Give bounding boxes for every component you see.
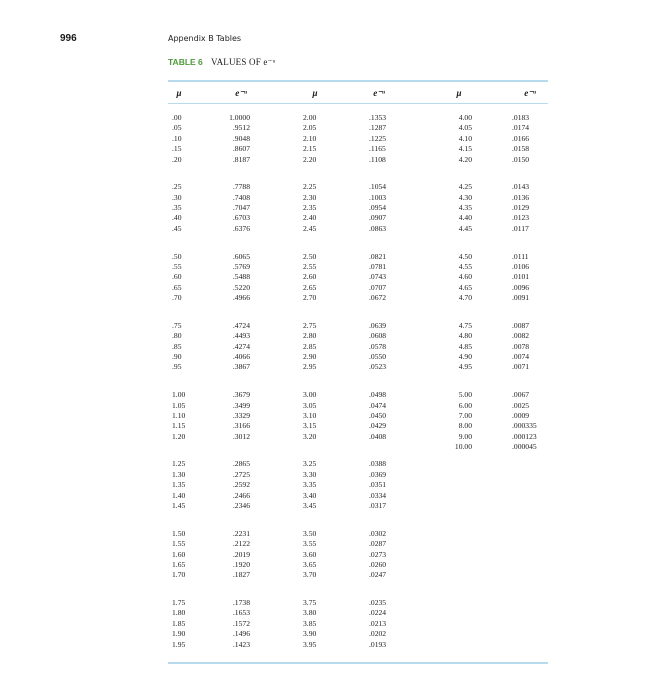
table-top-rule bbox=[168, 80, 548, 82]
col-header-mu-1: μ bbox=[176, 88, 182, 98]
table-cell: 4.35 bbox=[458, 203, 472, 213]
row-group bbox=[172, 390, 185, 442]
table-cell: 4.55 bbox=[458, 261, 472, 271]
running-head: Appendix B Tables bbox=[168, 34, 242, 43]
table-cell: .0743 bbox=[369, 272, 387, 282]
table-cell: 4.00 bbox=[458, 113, 472, 122]
table-cell: 4.50 bbox=[458, 251, 472, 261]
table-cell: .0082 bbox=[512, 331, 530, 341]
table-cell: .0129 bbox=[512, 203, 530, 213]
row-group bbox=[172, 598, 185, 650]
column-emu-2 bbox=[369, 113, 386, 667]
row-group bbox=[369, 182, 386, 234]
table-cell: 3.00 bbox=[303, 390, 317, 400]
table-cell: .4724 bbox=[232, 320, 250, 330]
table-cell: .0067 bbox=[512, 390, 530, 400]
table-cell: .9512 bbox=[232, 123, 250, 133]
table-cell: 2.20 bbox=[303, 154, 317, 164]
table-cell: 2.95 bbox=[303, 362, 317, 372]
table-cell: .0111 bbox=[512, 251, 529, 261]
col-header-mu-2: μ bbox=[312, 88, 318, 98]
row-group bbox=[512, 321, 537, 373]
table-cell: .0025 bbox=[512, 400, 530, 410]
table-cell: 3.80 bbox=[303, 608, 317, 618]
table-cell: 3.45 bbox=[303, 501, 317, 511]
row-group bbox=[512, 182, 537, 234]
col-header-emu-3: e⁻ᵘ bbox=[524, 88, 536, 98]
table-cell: .00 bbox=[172, 113, 182, 122]
table-cell: 3.15 bbox=[303, 421, 317, 431]
table-cell: 4.85 bbox=[458, 341, 472, 351]
table-cell: .2122 bbox=[232, 539, 250, 549]
table-cell: .0247 bbox=[369, 570, 387, 580]
table-cell: .0074 bbox=[512, 352, 530, 362]
table-cell: 4.15 bbox=[458, 144, 472, 154]
table-cell: .0096 bbox=[512, 282, 530, 292]
page-number: 996 bbox=[60, 33, 77, 44]
table-cell: .0158 bbox=[512, 144, 530, 154]
table-cell: 4.80 bbox=[458, 331, 472, 341]
table-cell: .35 bbox=[172, 203, 182, 213]
row-group bbox=[214, 459, 250, 511]
table-cell: .4966 bbox=[232, 293, 250, 303]
table-cell: .0174 bbox=[512, 123, 530, 133]
table-cell: .0136 bbox=[512, 192, 530, 202]
row-group bbox=[214, 182, 250, 234]
table-cell: .0523 bbox=[369, 362, 387, 372]
table-caption bbox=[168, 57, 276, 68]
table-cell: 3.70 bbox=[303, 570, 317, 580]
table-cell: .20 bbox=[172, 154, 182, 164]
table-cell: .0287 bbox=[369, 539, 387, 549]
table-cell: .0166 bbox=[512, 133, 530, 143]
table-cell: 2.05 bbox=[303, 123, 317, 133]
table-cell: .0474 bbox=[369, 400, 387, 410]
table-cell: 4.20 bbox=[458, 154, 472, 164]
table-cell: .9048 bbox=[232, 133, 250, 143]
table-cell: .0071 bbox=[512, 362, 530, 372]
table-cell: 6.00 bbox=[458, 400, 472, 410]
row-group bbox=[303, 598, 316, 650]
column-mu-1 bbox=[172, 113, 185, 667]
row-group bbox=[214, 252, 250, 304]
table-cell: 2.75 bbox=[303, 320, 317, 330]
table-cell: 1.75 bbox=[172, 598, 186, 608]
row-group bbox=[512, 113, 537, 165]
table-cell: .15 bbox=[172, 144, 182, 154]
table-cell: 1.15 bbox=[172, 421, 186, 431]
table-cell: 2.10 bbox=[303, 133, 317, 143]
col-header-emu-2: e⁻ᵘ bbox=[373, 88, 385, 98]
table-cell: .2865 bbox=[232, 459, 250, 469]
row-group bbox=[512, 390, 537, 452]
table-cell: 4.25 bbox=[458, 182, 472, 192]
table-cell: .0123 bbox=[512, 213, 530, 223]
table-cell: 2.15 bbox=[303, 144, 317, 154]
table-cell: .0150 bbox=[512, 154, 530, 164]
table-cell: 3.90 bbox=[303, 629, 317, 639]
table-cell: .0009 bbox=[512, 410, 530, 420]
column-emu-1 bbox=[214, 113, 250, 667]
table-cell: 3.75 bbox=[303, 598, 317, 608]
table-cell: .1738 bbox=[232, 598, 250, 608]
table-cell: .6065 bbox=[232, 251, 250, 261]
table-cell: 1.65 bbox=[172, 559, 186, 569]
table-cell: 3.50 bbox=[303, 528, 317, 538]
table-cell: .0498 bbox=[369, 390, 387, 400]
table-cell: .1572 bbox=[232, 618, 250, 628]
table-title: VALUES OF e⁻ᵘ bbox=[211, 57, 276, 67]
row-group bbox=[172, 459, 185, 511]
table-cell: 1.85 bbox=[172, 618, 186, 628]
table-cell: .4493 bbox=[232, 331, 250, 341]
row-group bbox=[303, 321, 316, 373]
table-cell: .1108 bbox=[369, 154, 386, 164]
table-cell: 3.85 bbox=[303, 618, 317, 628]
row-group bbox=[172, 529, 185, 581]
table-cell: .95 bbox=[172, 362, 182, 372]
table-cell: 2.25 bbox=[303, 182, 317, 192]
table-cell: 4.40 bbox=[458, 213, 472, 223]
table-cell: .000045 bbox=[512, 442, 537, 452]
table-cell: 3.35 bbox=[303, 480, 317, 490]
row-group bbox=[172, 252, 185, 304]
table-cell: .1353 bbox=[369, 113, 387, 122]
table-cell: .45 bbox=[172, 223, 182, 233]
table-cell: .5488 bbox=[232, 272, 250, 282]
table-cell: .0450 bbox=[369, 410, 387, 420]
row-group bbox=[369, 529, 386, 581]
table-cell: 4.95 bbox=[458, 362, 472, 372]
table-cell: .10 bbox=[172, 133, 182, 143]
table-cell: .0183 bbox=[512, 113, 530, 122]
table-cell: .75 bbox=[172, 320, 182, 330]
table-cell: 1.80 bbox=[172, 608, 186, 618]
table-cell: .1287 bbox=[369, 123, 387, 133]
table-cell: .50 bbox=[172, 251, 182, 261]
table-cell: .1225 bbox=[369, 133, 387, 143]
table-cell: .8607 bbox=[232, 144, 250, 154]
table-cell: 2.30 bbox=[303, 192, 317, 202]
table-cell: 2.40 bbox=[303, 213, 317, 223]
table-cell: 2.60 bbox=[303, 272, 317, 282]
table-cell: .2346 bbox=[232, 501, 250, 511]
table-cell: .0863 bbox=[369, 223, 387, 233]
table-cell: .1920 bbox=[232, 559, 250, 569]
table-cell: .40 bbox=[172, 213, 182, 223]
table-cell: 2.85 bbox=[303, 341, 317, 351]
table-cell: .60 bbox=[172, 272, 182, 282]
table-cell: 4.45 bbox=[458, 223, 472, 233]
row-group bbox=[444, 182, 472, 234]
column-emu-3 bbox=[512, 113, 537, 459]
table-cell: .000335 bbox=[512, 421, 537, 431]
table-cell: 4.90 bbox=[458, 352, 472, 362]
table-cell: 3.95 bbox=[303, 639, 317, 649]
table-cell: 2.65 bbox=[303, 282, 317, 292]
table-cell: .000123 bbox=[512, 431, 537, 441]
table-cell: .1496 bbox=[232, 629, 250, 639]
row-group bbox=[369, 390, 386, 442]
table-cell: .3679 bbox=[232, 390, 250, 400]
table-cell: 2.70 bbox=[303, 293, 317, 303]
table-cell: .0193 bbox=[369, 639, 387, 649]
row-group bbox=[214, 390, 250, 442]
table-cell: 7.00 bbox=[458, 410, 472, 420]
table-cell: 1.35 bbox=[172, 480, 186, 490]
table-cell: .3166 bbox=[232, 421, 250, 431]
table-cell: 3.30 bbox=[303, 469, 317, 479]
table-cell: .7047 bbox=[232, 203, 250, 213]
table-header-rule bbox=[168, 103, 548, 104]
table-cell: 2.55 bbox=[303, 261, 317, 271]
table-cell: .65 bbox=[172, 282, 182, 292]
table-cell: .0302 bbox=[369, 528, 387, 538]
table-cell: 1.55 bbox=[172, 539, 186, 549]
table-cell: 4.10 bbox=[458, 133, 472, 143]
row-group bbox=[214, 113, 250, 165]
table-cell: 5.00 bbox=[458, 390, 472, 400]
table-cell: .2019 bbox=[232, 549, 250, 559]
table-cell: .7788 bbox=[232, 182, 250, 192]
table-cell: 3.60 bbox=[303, 549, 317, 559]
row-group bbox=[369, 321, 386, 373]
table-cell: 1.70 bbox=[172, 570, 186, 580]
table-cell: 1.0000 bbox=[229, 113, 250, 122]
row-group bbox=[303, 390, 316, 442]
row-group bbox=[214, 598, 250, 650]
row-group bbox=[369, 598, 386, 650]
row-group bbox=[444, 113, 472, 165]
table-cell: 3.55 bbox=[303, 539, 317, 549]
row-group bbox=[303, 529, 316, 581]
table-cell: .0639 bbox=[369, 320, 387, 330]
table-cell: .0369 bbox=[369, 469, 387, 479]
table-cell: .0117 bbox=[512, 223, 529, 233]
table-cell: 1.45 bbox=[172, 501, 186, 511]
table-cell: .85 bbox=[172, 341, 182, 351]
table-cell: .0078 bbox=[512, 341, 530, 351]
table-cell: .0334 bbox=[369, 490, 387, 500]
table-cell: .0235 bbox=[369, 598, 387, 608]
table-cell: .2725 bbox=[232, 469, 250, 479]
table-cell: .0106 bbox=[512, 261, 530, 271]
table-cell: 1.10 bbox=[172, 410, 186, 420]
table-cell: .0707 bbox=[369, 282, 387, 292]
table-cell: .0213 bbox=[369, 618, 387, 628]
table-cell: 1.90 bbox=[172, 629, 186, 639]
table-cell: .0781 bbox=[369, 261, 387, 271]
table-cell: .3867 bbox=[232, 362, 250, 372]
row-group bbox=[214, 321, 250, 373]
table-cell: .0388 bbox=[369, 459, 387, 469]
table-cell: .90 bbox=[172, 352, 182, 362]
table-cell: .0224 bbox=[369, 608, 387, 618]
column-mu-2 bbox=[303, 113, 316, 667]
table-label: TABLE 6 bbox=[168, 57, 203, 67]
table-cell: .2466 bbox=[232, 490, 250, 500]
table-cell: 3.05 bbox=[303, 400, 317, 410]
table-cell: .0317 bbox=[369, 501, 387, 511]
table-cell: 1.60 bbox=[172, 549, 186, 559]
table-cell: 3.10 bbox=[303, 410, 317, 420]
table-cell: 1.50 bbox=[172, 528, 186, 538]
table-cell: .0907 bbox=[369, 213, 387, 223]
table-cell: .6703 bbox=[232, 213, 250, 223]
table-cell: 4.05 bbox=[458, 123, 472, 133]
row-group bbox=[172, 321, 185, 373]
table-cell: 2.00 bbox=[303, 113, 317, 122]
table-cell: .5220 bbox=[232, 282, 250, 292]
row-group bbox=[303, 252, 316, 304]
table-cell: .0821 bbox=[369, 251, 387, 261]
table-cell: 1.25 bbox=[172, 459, 186, 469]
table-cell: 9.00 bbox=[458, 431, 472, 441]
table-cell: .1003 bbox=[369, 192, 387, 202]
table-cell: .6376 bbox=[232, 223, 250, 233]
row-group bbox=[172, 113, 185, 165]
table-cell: 8.00 bbox=[458, 421, 472, 431]
table-cell: .0260 bbox=[369, 559, 387, 569]
table-cell: 10.00 bbox=[454, 442, 472, 452]
table-cell: .5769 bbox=[232, 261, 250, 271]
table-cell: 1.05 bbox=[172, 400, 186, 410]
table-cell: 3.25 bbox=[303, 459, 317, 469]
table-cell: 2.50 bbox=[303, 251, 317, 261]
table-cell: 4.75 bbox=[458, 320, 472, 330]
table-cell: .1054 bbox=[369, 182, 387, 192]
table-cell: .4274 bbox=[232, 341, 250, 351]
table-cell: .1423 bbox=[232, 639, 250, 649]
table-cell: 4.30 bbox=[458, 192, 472, 202]
table-cell: .0091 bbox=[512, 293, 530, 303]
table-cell: 2.80 bbox=[303, 331, 317, 341]
row-group bbox=[369, 252, 386, 304]
table-cell: .2592 bbox=[232, 480, 250, 490]
row-group bbox=[369, 113, 386, 165]
table-cell: 2.45 bbox=[303, 223, 317, 233]
table-cell: .3329 bbox=[232, 410, 250, 420]
table-cell: .0143 bbox=[512, 182, 530, 192]
row-group bbox=[444, 321, 472, 373]
table-cell: .25 bbox=[172, 182, 182, 192]
table-cell: .3012 bbox=[232, 431, 250, 441]
table-cell: 2.35 bbox=[303, 203, 317, 213]
table-cell: 1.20 bbox=[172, 431, 186, 441]
table-cell: 3.40 bbox=[303, 490, 317, 500]
table-cell: .1653 bbox=[232, 608, 250, 618]
table-cell: .0202 bbox=[369, 629, 387, 639]
row-group bbox=[303, 182, 316, 234]
table-cell: 1.40 bbox=[172, 490, 186, 500]
table-cell: .0351 bbox=[369, 480, 387, 490]
table-cell: .7408 bbox=[232, 192, 250, 202]
table-cell: .05 bbox=[172, 123, 182, 133]
table-cell: .0101 bbox=[512, 272, 530, 282]
col-header-mu-3: μ bbox=[456, 88, 462, 98]
table-cell: .0578 bbox=[369, 341, 387, 351]
table-cell: .2231 bbox=[232, 528, 250, 538]
column-mu-3 bbox=[444, 113, 472, 459]
table-cell: .70 bbox=[172, 293, 182, 303]
table-cell: .55 bbox=[172, 261, 182, 271]
table-cell: .4066 bbox=[232, 352, 250, 362]
table-cell: .0608 bbox=[369, 331, 387, 341]
table-cell: .0408 bbox=[369, 431, 387, 441]
col-header-emu-1: e⁻ᵘ bbox=[235, 88, 247, 98]
table-cell: 1.00 bbox=[172, 390, 186, 400]
row-group bbox=[303, 459, 316, 511]
table-cell: 3.65 bbox=[303, 559, 317, 569]
table-cell: 3.20 bbox=[303, 431, 317, 441]
table-cell: .30 bbox=[172, 192, 182, 202]
table-cell: .0429 bbox=[369, 421, 387, 431]
row-group bbox=[444, 390, 472, 452]
row-group bbox=[444, 252, 472, 304]
table-cell: 4.65 bbox=[458, 282, 472, 292]
table-cell: .0672 bbox=[369, 293, 387, 303]
table-cell: .1165 bbox=[369, 144, 386, 154]
table-cell: 1.95 bbox=[172, 639, 186, 649]
row-group bbox=[172, 182, 185, 234]
table-cell: .0273 bbox=[369, 549, 387, 559]
table-cell: .0087 bbox=[512, 320, 530, 330]
table-cell: 4.70 bbox=[458, 293, 472, 303]
row-group bbox=[214, 529, 250, 581]
table-cell: 1.30 bbox=[172, 469, 186, 479]
row-group bbox=[303, 113, 316, 165]
row-group bbox=[512, 252, 537, 304]
row-group bbox=[369, 459, 386, 511]
table-cell: .0954 bbox=[369, 203, 387, 213]
table-bottom-rule bbox=[168, 662, 548, 664]
table-cell: .8187 bbox=[232, 154, 250, 164]
table-cell: .3499 bbox=[232, 400, 250, 410]
table-cell: .1827 bbox=[232, 570, 250, 580]
table-cell: 4.60 bbox=[458, 272, 472, 282]
table-cell: .80 bbox=[172, 331, 182, 341]
table-cell: .0550 bbox=[369, 352, 387, 362]
table-cell: 2.90 bbox=[303, 352, 317, 362]
